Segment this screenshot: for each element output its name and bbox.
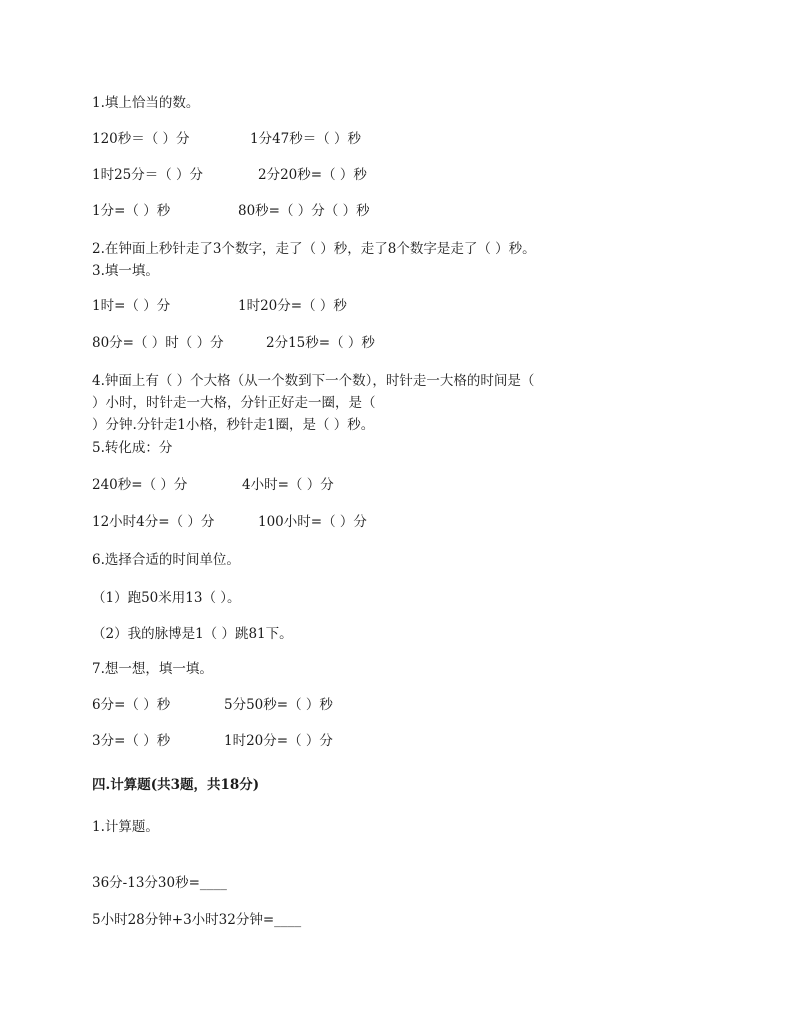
q1-row3-right: 80秒=（ ）分（ ）秒 [238, 203, 370, 219]
q7-row2-right: 1时20分=（ ）分 [224, 733, 333, 749]
q6-item2: （2）我的脉博是1（ ）跳81下。 [92, 626, 293, 642]
q5-title: 5.转化成：分 [92, 440, 173, 456]
q2-text: 2.在钟面上秒针走了3个数字，走了（ ）秒，走了8个数字是走了（ ）秒。 [92, 241, 536, 257]
q4-line1: 4.钟面上有（ ）个大格（从一个数到下一个数），时针走一大格的时间是（ [92, 373, 535, 389]
q1-row1-right: 1分47秒＝（ ）秒 [250, 131, 362, 147]
q5-row2-right: 100小时=（ ）分 [258, 514, 367, 530]
q4-line3: ）分钟.分针走1小格，秒针走1圈，是（ ）秒。 [92, 417, 375, 433]
q1-row2-right: 2分20秒=（ ）秒 [258, 167, 367, 183]
q3-row2-right: 2分15秒=（ ）秒 [266, 335, 375, 351]
section-heading: 四.计算题(共3题，共18分) [92, 777, 260, 793]
q7-row2-left: 3分=（ ）秒 [92, 733, 171, 749]
q3-title: 3.填一填。 [92, 263, 159, 279]
calc-item2: 5小时28分钟+3小时32分钟=____ [92, 912, 302, 928]
q1-row2-left: 1时25分＝（ ）分 [92, 167, 204, 183]
q3-row2-left: 80分=（ ）时（ ）分 [92, 335, 224, 351]
q1-row1-left: 120秒＝（ ）分 [92, 131, 190, 147]
q4-line2: ）小时，时针走一大格，分针正好走一圈，是（ [92, 395, 376, 411]
calc-title: 1.计算题。 [92, 819, 159, 835]
q5-row1-left: 240秒=（ ）分 [92, 477, 188, 493]
q7-title: 7.想一想，填一填。 [92, 661, 213, 677]
q3-row1-right: 1时20分=（ ）秒 [238, 298, 347, 314]
q5-row2-left: 12小时4分=（ ）分 [92, 514, 215, 530]
q1-title: 1.填上恰当的数。 [92, 95, 200, 111]
q6-item1: （1）跑50米用13（ ）。 [92, 590, 241, 606]
q3-row1-left: 1时=（ ）分 [92, 298, 171, 314]
q1-row3-left: 1分=（ ）秒 [92, 203, 171, 219]
q5-row1-right: 4小时=（ ）分 [242, 477, 334, 493]
calc-item1: 36分-13分30秒=____ [92, 875, 227, 891]
q7-row1-left: 6分=（ ）秒 [92, 697, 171, 713]
q7-row1-right: 5分50秒=（ ）秒 [224, 697, 333, 713]
q6-title: 6.选择合适的时间单位。 [92, 552, 240, 568]
